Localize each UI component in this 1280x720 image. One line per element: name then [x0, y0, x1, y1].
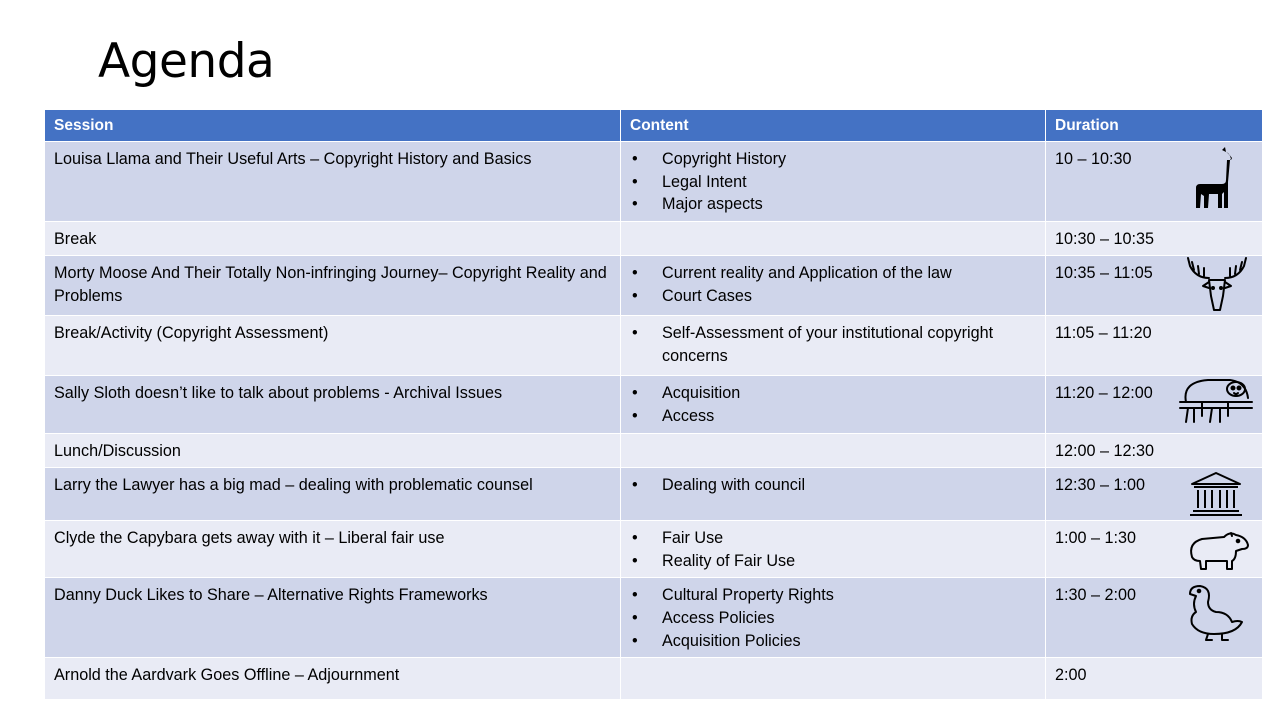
- content-list: [630, 262, 1036, 307]
- table-row: [45, 521, 1263, 578]
- duration-text: 11:05 – 11:20: [1055, 324, 1152, 343]
- duration-text: 10:30 – 10:35: [1055, 229, 1155, 248]
- duration-text: 10:35 – 11:05: [1055, 264, 1153, 283]
- list-item: • Access: [630, 405, 1036, 428]
- duck-icon: [1186, 582, 1246, 644]
- capybara-icon: [1186, 527, 1250, 571]
- moose-icon: [1182, 256, 1252, 314]
- list-item: • Cultural Property Rights: [630, 584, 1036, 607]
- duration-text: 10 – 10:30: [1055, 150, 1132, 168]
- session-cell: Larry the Lawyer has a big mad – dealing with problematic counsel: [45, 468, 621, 521]
- duration-cell: [1046, 578, 1263, 658]
- content-cell: [621, 658, 1046, 700]
- agenda-table: [44, 109, 1263, 700]
- table-header-row: [45, 110, 1263, 142]
- session-cell: Break: [45, 221, 621, 256]
- content-list: [630, 382, 1036, 427]
- content-list: [630, 584, 1036, 652]
- list-item: • Copyright History: [630, 148, 1036, 171]
- duration-cell: [1046, 658, 1263, 700]
- list-item: • Acquisition: [630, 382, 1036, 405]
- list-item: • Legal Intent: [630, 171, 1036, 194]
- list-item: • Dealing with council: [630, 474, 1036, 497]
- table-row: [45, 658, 1263, 700]
- duration-cell: [1046, 468, 1263, 521]
- content-list: [630, 322, 1036, 367]
- column-header-session: Session: [45, 110, 621, 142]
- table-row: [45, 256, 1263, 316]
- duration-cell: [1046, 433, 1263, 468]
- session-cell: Sally Sloth doesn’t like to talk about problems - Archival Issues: [45, 376, 621, 433]
- content-cell: [621, 468, 1046, 521]
- duration-text: 12:00 – 12:30: [1055, 441, 1155, 460]
- column-header-content: Content: [621, 110, 1046, 142]
- column-header-duration: Duration: [1046, 110, 1263, 142]
- table-row: [45, 142, 1263, 222]
- table-row: [45, 316, 1263, 376]
- content-cell: [621, 521, 1046, 578]
- content-list: [630, 527, 1036, 572]
- list-item: • Major aspects: [630, 193, 1036, 216]
- sloth-icon: [1178, 376, 1254, 428]
- list-item: • Reality of Fair Use: [630, 550, 1036, 573]
- duration-text: 2:00: [1055, 666, 1087, 685]
- content-cell: [621, 142, 1046, 222]
- table-row: [45, 433, 1263, 468]
- list-item: • Current reality and Application of the law: [630, 262, 1036, 285]
- session-cell: Arnold the Aardvark Goes Offline – Adjournment: [45, 658, 621, 700]
- content-cell: [621, 221, 1046, 256]
- list-item: • Acquisition Policies: [630, 630, 1036, 653]
- content-cell: [621, 433, 1046, 468]
- content-cell: [621, 316, 1046, 376]
- content-cell: [621, 578, 1046, 658]
- list-item: • Self-Assessment of your institutional copyright concerns: [630, 322, 1036, 367]
- content-cell: [621, 256, 1046, 316]
- table-row: [45, 376, 1263, 433]
- courthouse-icon: [1188, 470, 1244, 518]
- content-cell: [621, 376, 1046, 433]
- table-row: [45, 578, 1263, 658]
- duration-cell: [1046, 376, 1263, 433]
- llama-icon: [1182, 146, 1252, 210]
- session-cell: Break/Activity (Copyright Assessment): [45, 316, 621, 376]
- duration-text: 12:30 – 1:00: [1055, 476, 1146, 495]
- duration-cell: [1046, 316, 1263, 376]
- content-list: [630, 148, 1036, 216]
- session-cell: Morty Moose And Their Totally Non-infringing Journey– Copyright Reality and Problems: [45, 256, 621, 316]
- duration-text: 11:20 – 12:00: [1055, 384, 1153, 403]
- table-row: [45, 221, 1263, 256]
- session-cell: Clyde the Capybara gets away with it – Liberal fair use: [45, 521, 621, 578]
- duration-text: 1:00 – 1:30: [1055, 529, 1137, 548]
- session-cell: Louisa Llama and Their Useful Arts – Copyright History and Basics: [45, 142, 621, 222]
- content-list: [630, 474, 1036, 497]
- page-title: Agenda: [98, 34, 275, 89]
- duration-cell: [1046, 256, 1263, 316]
- duration-cell: [1046, 521, 1263, 578]
- session-cell: Lunch/Discussion: [45, 433, 621, 468]
- session-cell: Danny Duck Likes to Share – Alternative Rights Frameworks: [45, 578, 621, 658]
- list-item: • Fair Use: [630, 527, 1036, 550]
- table-row: [45, 468, 1263, 521]
- duration-cell: [1046, 221, 1263, 256]
- list-item: • Court Cases: [630, 285, 1036, 308]
- duration-text: 1:30 – 2:00: [1055, 586, 1137, 605]
- list-item: • Access Policies: [630, 607, 1036, 630]
- duration-cell: [1046, 142, 1263, 222]
